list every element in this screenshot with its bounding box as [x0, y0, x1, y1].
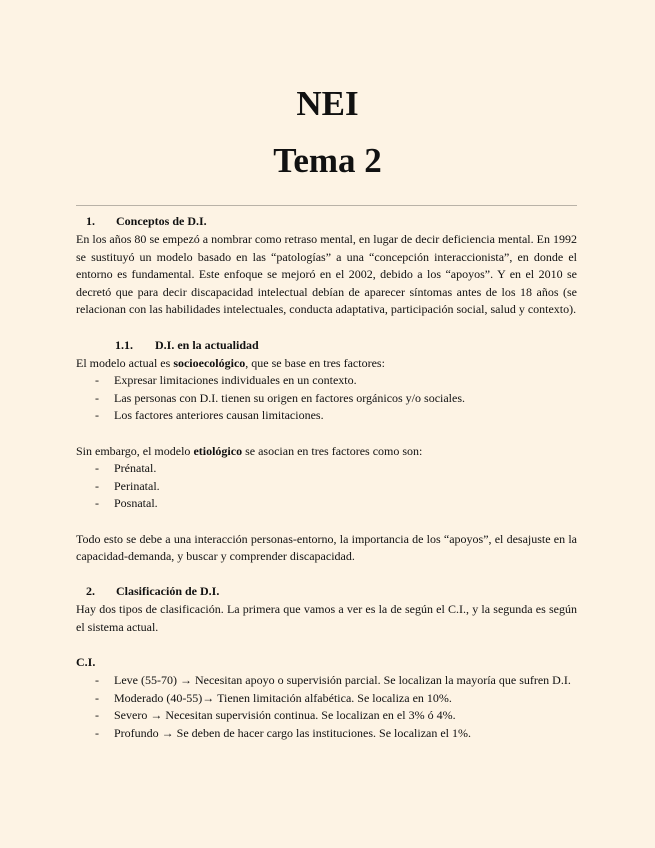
list-item: - Expresar limitaciones individuales en un contexto. — [95, 373, 357, 388]
keyword-etiologico: etiológico — [193, 443, 243, 458]
title-divider — [76, 205, 577, 206]
subsection-number: 1.1. — [115, 337, 133, 352]
section-title: Conceptos de D.I. — [116, 214, 207, 228]
section-title: Clasificación de D.I. — [116, 584, 220, 599]
list-item: - Leve (55-70) → Necesitan apoyo o supervisión parcial. Se localizan la mayoría que sufren D.I. — [95, 673, 571, 688]
subsection-heading-1-1 — [76, 337, 577, 355]
factors-list — [76, 372, 577, 425]
etiological-list — [76, 460, 577, 513]
keyword-socioecologico: socioecológico — [173, 355, 246, 370]
document-title: NEI — [296, 84, 359, 123]
section-1-paragraph: En los años 80 se empezó a nombrar como retraso mental, en lugar de decir deficiencia mental. En 1992 se sustituyó un modelo basado en las “patologías” a una “concepción interaccionista”, en donde el entorno es fundamental. Este enfoque se mejoró en el 2002, debido a los “apoyos”. Y en el 2010 se decretó que para decir discapacidad intelectual debían de aparecer síntomas antes de los 18 años (se relacionan con las habilidades intelectuales, conducta adaptativa, participación social, salud y contexto). — [76, 232, 577, 317]
list-item: - Perinatal. — [95, 478, 160, 493]
list-item: - Los factores anteriores causan limitaciones. — [95, 408, 324, 423]
closing-paragraph: Todo esto se debe a una interacción personas-entorno, la importancia de los “apoyos”, el desajuste en la capacidad-demanda, y buscar y comprender discapacidad. — [76, 531, 577, 564]
document-subtitle: Tema 2 — [273, 141, 382, 180]
section-number: 2. — [86, 584, 95, 599]
subsection-title: D.I. en la actualidad — [155, 337, 259, 352]
section-heading-2 — [76, 583, 577, 601]
list-item: - Posnatal. — [95, 496, 158, 511]
list-item: - Las personas con D.I. tienen su origen en factores orgánicos y/o sociales. — [95, 390, 466, 405]
list-item: - Prénatal. — [95, 461, 157, 476]
section-2-paragraph: Hay dos tipos de clasificación. La primera que vamos a ver es la de según el C.I., y la segunda es según el sistema actual. — [76, 602, 577, 634]
ci-list — [76, 672, 577, 742]
section-number: 1. — [86, 214, 95, 228]
ci-label: C.I. — [76, 655, 96, 670]
etiological-intro: Sin embargo, el modelo etiológico se asocian en tres factores como son: — [76, 443, 423, 458]
model-intro: El modelo actual es socioecológico, que se base en tres factores: — [76, 355, 385, 370]
section-heading-1 — [76, 213, 577, 231]
list-item: - Severo → Necesitan supervisión continua. Se localizan en el 3% ó 4%. — [95, 708, 456, 723]
list-item: - Profundo → Se deben de hacer cargo las instituciones. Se localizan el 1%. — [95, 725, 472, 740]
document-body — [76, 213, 577, 742]
list-item: - Moderado (40-55)→ Tienen limitación alfabética. Se localiza en 10%. — [95, 690, 452, 705]
